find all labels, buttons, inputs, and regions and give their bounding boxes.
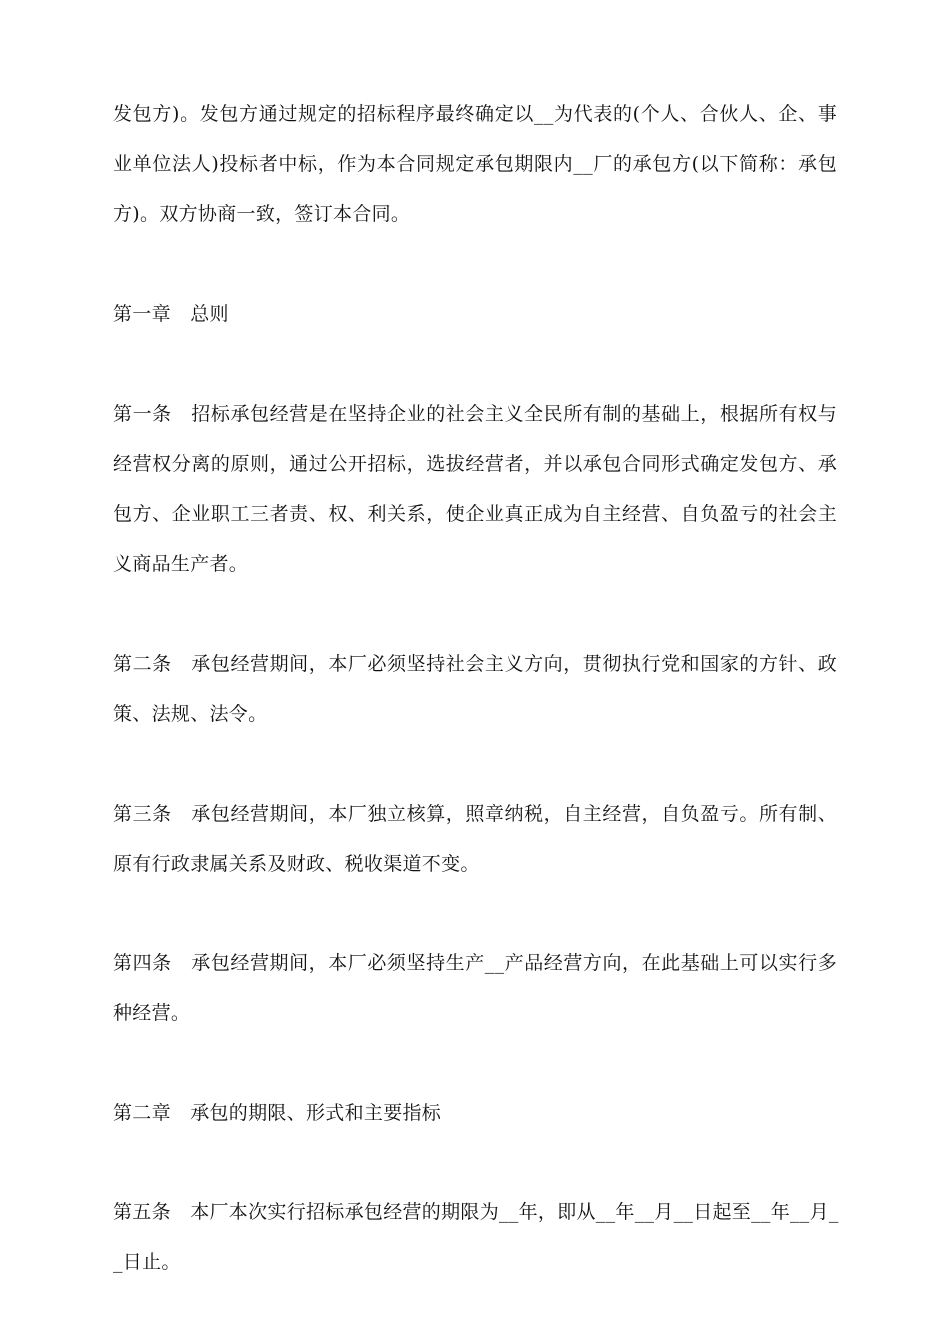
- intro-line-3: 方)。双方协商一致，签订本合同。: [113, 203, 411, 225]
- article-2-line-1: 第二条 承包经营期间，本厂必须坚持社会主义方向，贯彻执行党和国家的方针、政: [113, 653, 837, 675]
- article-4-line-2: 种经营。: [113, 1002, 191, 1024]
- chapter-2-title: 第二章 承包的期限、形式和主要指标: [113, 1102, 442, 1124]
- article-4-line-1: 第四条 承包经营期间，本厂必须坚持生产__产品经营方向，在此基础上可以实行多: [113, 952, 837, 974]
- article-5-line-1: 第五条 本厂本次实行招标承包经营的期限为__年，即从__年__月__日起至__年__月_: [113, 1201, 839, 1223]
- intro-line-1: 发包方)。发包方通过规定的招标程序最终确定以__为代表的(个人、合伙人、企、事: [113, 103, 837, 125]
- article-3-line-1: 第三条 承包经营期间，本厂独立核算，照章纳税，自主经营，自负盈亏。所有制、: [113, 803, 837, 825]
- article-1-line-4: 义商品生产者。: [113, 553, 249, 575]
- intro-line-2: 业单位法人)投标者中标，作为本合同规定承包期限内__厂的承包方(以下简称：承包: [113, 153, 837, 175]
- article-1-line-3: 包方、企业职工三者责、权、利关系，使企业真正成为自主经营、自负盈亏的社会主: [113, 503, 837, 525]
- article-3-line-2: 原有行政隶属关系及财政、税收渠道不变。: [113, 853, 480, 875]
- article-1-line-1: 第一条 招标承包经营是在坚持企业的社会主义全民所有制的基础上，根据所有权与: [113, 403, 837, 425]
- article-5-line-2: _日止。: [113, 1251, 181, 1273]
- article-1-line-2: 经营权分离的原则，通过公开招标，选拔经营者，并以承包合同形式确定发包方、承: [113, 453, 837, 475]
- article-2-line-2: 策、法规、法令。: [113, 703, 268, 725]
- chapter-1-title: 第一章 总则: [113, 303, 229, 325]
